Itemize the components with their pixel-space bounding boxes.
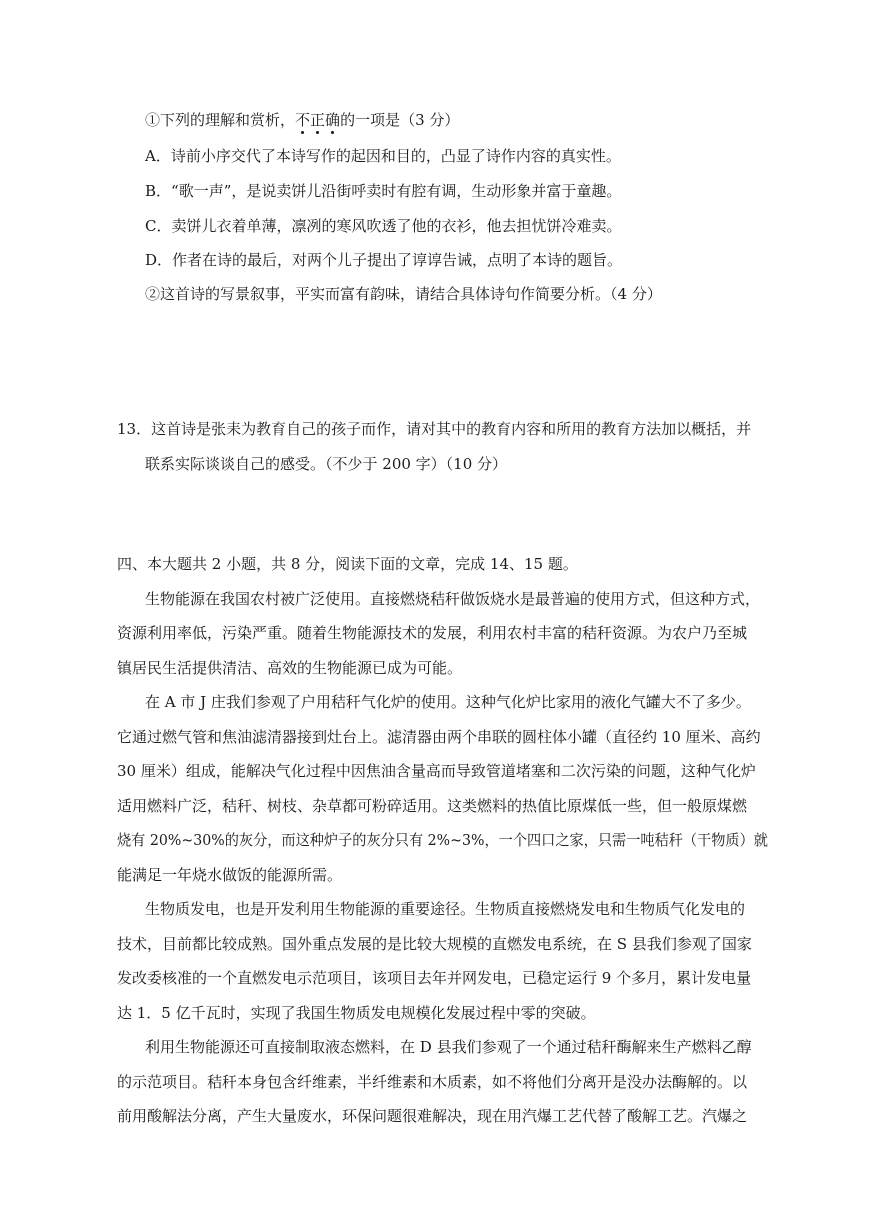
text-line: 它通过燃气管和焦油滤清器接到灶台上。滤清器由两个串联的圆柱体小罐（直径约 10 厘米、高约 (117, 728, 761, 746)
section-4-heading: 四、本大题共 2 小题，共 8 分，阅读下面的文章，完成 14、15 题。 (117, 555, 578, 573)
q12-subquestion-1: ①下列的理解和赏析，不正确的一项是（3 分） (145, 111, 460, 129)
text-line: 30 厘米）组成，能解决气化过程中因焦油含量高而导致管道堵塞和二次污染的问题，这种气化炉 (117, 762, 756, 780)
text-line: 能满足一年烧水做饭的能源所需。 (117, 866, 343, 884)
text-line: 前用酸解法分离，产生大量废水，环保问题很难解决，现在用汽爆工艺代替了酸解工艺。汽爆之 (117, 1107, 748, 1125)
text-line: 镇居民生活提供清洁、高效的生物能源已成为可能。 (117, 659, 463, 677)
text-line: 的示范项目。秸秆本身包含纤维素，半纤维素和木质素，如不将他们分离开是没办法酶解的。以 (117, 1073, 748, 1091)
text-line: 达 1．5 亿千瓦时，实现了我国生物质发电规模化发展过程中零的突破。 (117, 1004, 596, 1022)
text-line: 生物能源在我国农村被广泛使用。直接燃烧秸秆做饭烧水是最普遍的使用方式，但这种方式， (145, 590, 761, 608)
text-line: 生物质发电，也是开发利用生物能源的重要途径。生物质直接燃烧发电和生物质气化发电的 (145, 900, 746, 918)
q12-option-d: D．作者在诗的最后，对两个儿子提出了谆谆告诫，点明了本诗的题旨。 (145, 251, 623, 269)
emphasis-char: 不 (295, 111, 311, 129)
emphasis-char: 确 (325, 111, 341, 129)
q13-line-2: 联系实际谈谈自己的感受。（不少于 200 字）（10 分） (145, 455, 508, 473)
text-line: 技术，目前都比较成熟。国外重点发展的是比较大规模的直燃发电系统，在 S 县我们参观了国家 (117, 935, 752, 953)
text-line: 利用生物能源还可直接制取液态燃料，在 D 县我们参观了一个通过秸秆酶解来生产燃料乙醇 (145, 1038, 752, 1056)
text-line: 适用燃料广泛，秸秆、树枝、杂草都可粉碎适用。这类燃料的热值比原煤低一些，但一般原煤燃 (117, 797, 748, 815)
q13-line-1: 13．这首诗是张耒为教育自己的孩子而作，请对其中的教育内容和所用的教育方法加以概括，并 (117, 420, 752, 438)
q12-option-c: C．卖饼儿衣着单薄，凛冽的寒风吹透了他的衣衫，他去担忧饼冷难卖。 (145, 217, 622, 235)
q12-option-a: A．诗前小序交代了本诗写作的起因和目的，凸显了诗作内容的真实性。 (145, 147, 621, 165)
q12-option-b: B．“歌一声”，是说卖饼儿沿街呼卖时有腔有调，生动形象并富于童趣。 (145, 182, 622, 200)
q12-subquestion-2: ②这首诗的写景叙事，平实而富有韵味，请结合具体诗句作简要分析。（4 分） (145, 285, 662, 303)
text-line: 烧有 20%~30%的灰分，而这种炉子的灰分只有 2%~3%，一个四口之家，只需一吨秸秆（干物质）就 (117, 831, 768, 849)
text-line: 在 A 市 J 庄我们参观了户用秸秆气化炉的使用。这种气化炉比家用的液化气罐大不了多少。 (145, 693, 751, 711)
text-line: 资源利用率低，污染严重。随着生物能源技术的发展，利用农村丰富的秸秆资源。为农户乃至城 (117, 624, 748, 642)
text-line: 发改委核准的一个直燃发电示范项目，该项目去年并网发电，已稳定运行 9 个多月，累计发电量 (117, 969, 752, 987)
emphasis-char: 正 (310, 111, 326, 129)
